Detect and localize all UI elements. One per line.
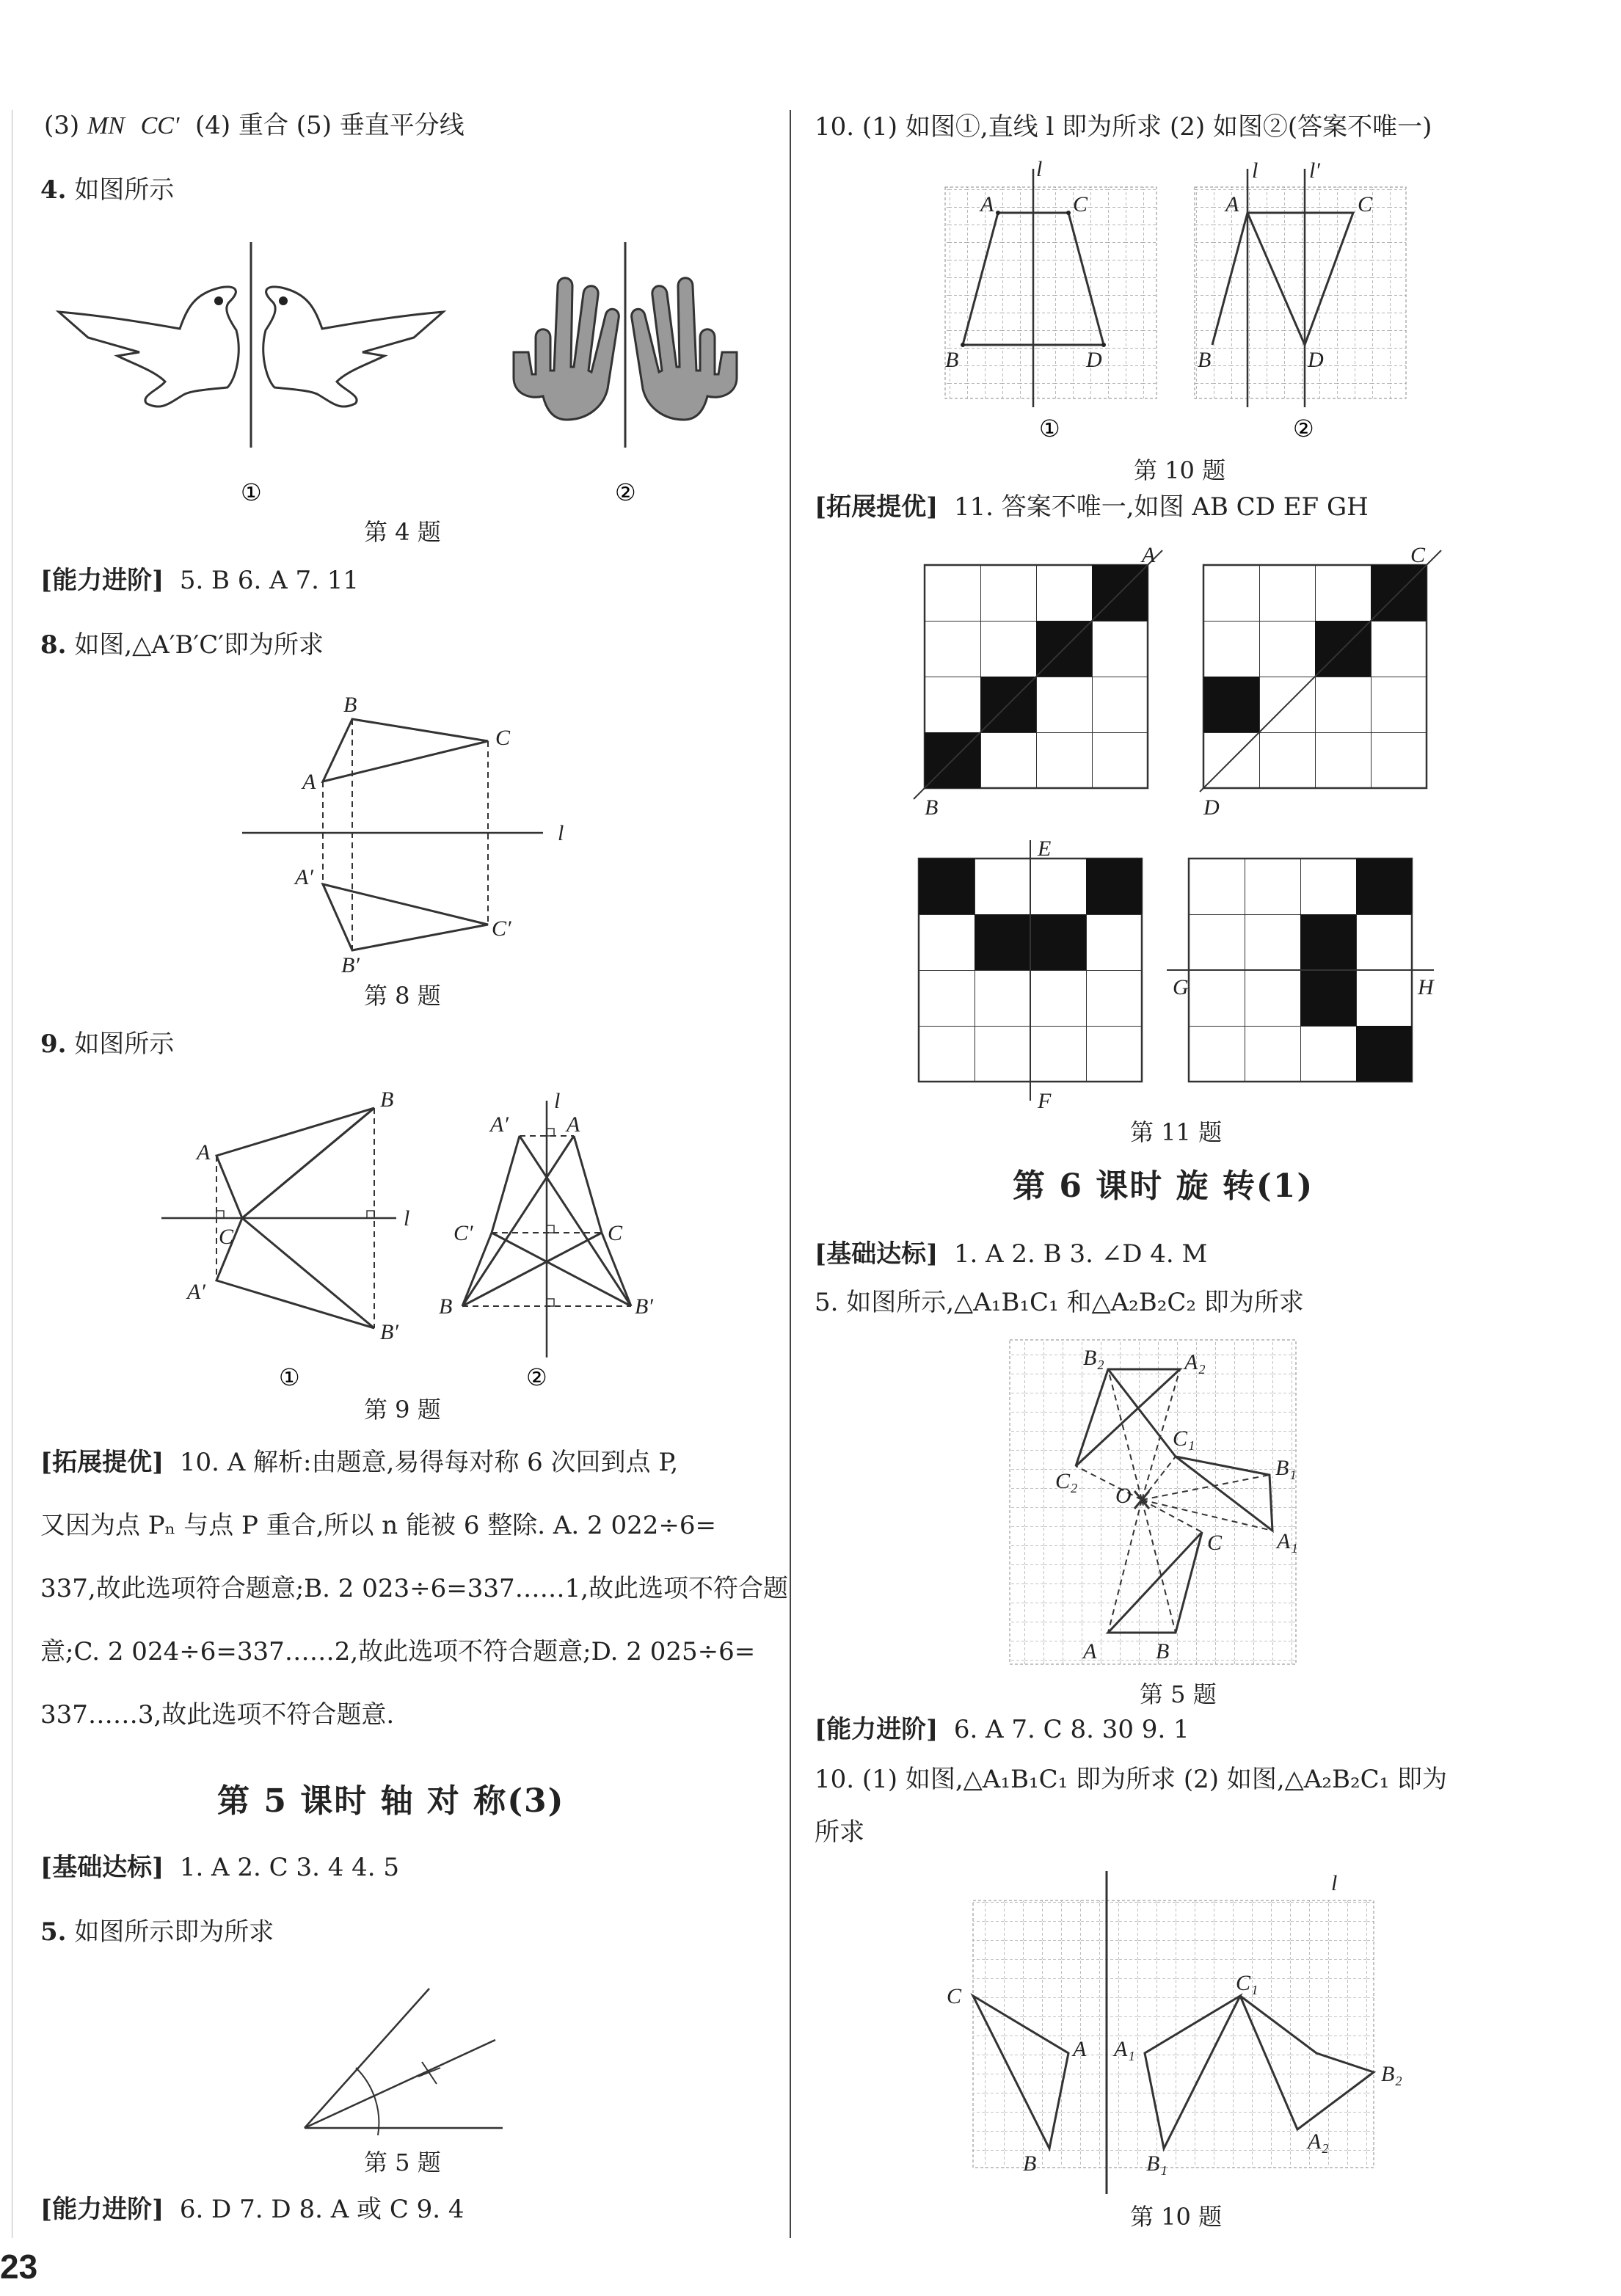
svg-text:A′: A′	[490, 1112, 509, 1137]
svg-text:A: A	[1225, 192, 1239, 216]
svg-text:A: A	[197, 1140, 211, 1165]
q9-figure	[147, 1086, 704, 1394]
q5-left-figure	[297, 1981, 517, 2157]
q4-line: 4. 如图所示	[40, 175, 175, 205]
q4-circ-1: ①	[241, 478, 262, 506]
svg-text:C₁: C₁	[1173, 1426, 1195, 1451]
svg-text:C: C	[1073, 192, 1088, 216]
q10-line: 10. (1) 如图①,直线 l 即为所求 (2) 如图②(答案不唯一)	[815, 112, 1432, 142]
page-number: 23	[0, 2248, 38, 2286]
svg-text:C′: C′	[492, 916, 511, 941]
svg-text:C₁: C₁	[1236, 1971, 1258, 1995]
q10-caption: 第 10 题	[1134, 456, 1226, 484]
q4-caption: 第 4 题	[364, 518, 441, 546]
svg-text:C: C	[1358, 192, 1373, 216]
q10b-figure	[947, 1864, 1402, 2201]
svg-text:C₂: C₂	[1055, 1469, 1078, 1493]
svg-text:B: B	[1198, 348, 1212, 372]
svg-text:B: B	[439, 1294, 453, 1319]
svg-text:A: A	[302, 770, 316, 794]
svg-text:A: A	[1073, 2037, 1087, 2061]
svg-text:F: F	[1038, 1089, 1052, 1113]
svg-text:B₂: B₂	[1381, 2062, 1402, 2086]
q8-line: 8. 如图,△A′B′C′即为所求	[40, 630, 324, 660]
q5-left-caption: 第 5 题	[364, 2149, 441, 2176]
q5-right-line: 5. 如图所示,△A₁B₁C₁ 和△A₂B₂C₂ 即为所求	[815, 1288, 1304, 1317]
column-divider	[790, 110, 791, 2238]
svg-text:C′: C′	[453, 1221, 473, 1245]
svg-text:C: C	[495, 726, 511, 750]
ability-row-right: [能力进阶] 6. A 7. C 8. 30 9. 1	[815, 1715, 1190, 1744]
svg-text:B′: B′	[635, 1294, 653, 1319]
svg-text:①: ①	[279, 1363, 300, 1391]
lesson5-title: 第 5 课时 轴 对 称(3)	[217, 1782, 565, 1820]
svg-text:A′: A′	[295, 865, 313, 889]
q8-caption: 第 8 题	[364, 982, 441, 1010]
svg-text:B: B	[1156, 1639, 1170, 1663]
q10-figure	[932, 154, 1446, 462]
svg-text:B: B	[1023, 2151, 1037, 2176]
svg-text:B₁: B₁	[1275, 1456, 1297, 1480]
q8-figure	[235, 690, 616, 983]
svg-text:l: l	[1036, 157, 1043, 181]
hand-left	[514, 278, 619, 420]
q5-right-figure	[1005, 1335, 1314, 1673]
dove-left	[59, 287, 238, 407]
svg-text:②: ②	[1293, 415, 1314, 442]
svg-text:A′: A′	[187, 1280, 205, 1304]
q10b-line1: 10. (1) 如图,△A₁B₁C₁ 即为所求 (2) 如图,△A₂B₂C₁ 即为	[815, 1765, 1448, 1794]
ext11-line: [拓展提优] 11. 答案不唯一,如图 AB CD EF GH	[815, 492, 1369, 522]
svg-text:A₁: A₁	[1277, 1529, 1298, 1553]
svg-text:G: G	[1173, 975, 1189, 999]
svg-text:A₂: A₂	[1308, 2129, 1329, 2154]
q11-caption: 第 11 题	[1130, 1118, 1223, 1146]
q11-figure	[895, 543, 1468, 1115]
q10b-line2: 所求	[815, 1818, 864, 1847]
svg-text:B: B	[380, 1087, 394, 1112]
ability-row-1: [能力进阶] 5. B 6. A 7. 11	[40, 566, 359, 595]
svg-text:B: B	[945, 348, 959, 372]
svg-text:B: B	[925, 795, 939, 820]
svg-text:A: A	[1142, 543, 1156, 567]
svg-text:l: l	[1252, 158, 1258, 183]
q10b-caption: 第 10 题	[1130, 2203, 1223, 2231]
svg-text:B: B	[343, 693, 357, 717]
q4-figure	[44, 235, 778, 514]
svg-text:②: ②	[526, 1363, 547, 1391]
q9-line: 9. 如图所示	[40, 1029, 175, 1059]
svg-text:A: A	[980, 192, 994, 216]
svg-text:D: D	[1308, 348, 1324, 372]
svg-text:D: D	[1203, 795, 1220, 820]
svg-text:B′: B′	[341, 953, 360, 977]
svg-text:l: l	[554, 1089, 561, 1113]
ability-row-2: [能力进阶] 6. D 7. D 8. A 或 C 9. 4	[40, 2195, 465, 2224]
svg-text:B₂: B₂	[1083, 1346, 1104, 1370]
svg-text:B′: B′	[380, 1320, 398, 1344]
svg-text:C: C	[947, 1984, 962, 2008]
svg-text:l: l	[558, 821, 564, 845]
svg-text:A₁: A₁	[1114, 2037, 1135, 2061]
svg-text:①: ①	[1039, 415, 1060, 442]
svg-text:D: D	[1086, 348, 1102, 372]
svg-text:l: l	[404, 1206, 410, 1231]
lesson6-title: 第 6 课时 旋 转(1)	[1013, 1167, 1314, 1205]
svg-text:C: C	[219, 1225, 234, 1249]
q5-left-line: 5. 如图所示即为所求	[40, 1917, 274, 1947]
dove-right	[263, 287, 443, 407]
q9-caption: 第 9 题	[364, 1396, 441, 1424]
hand-right	[632, 278, 737, 420]
svg-text:H: H	[1418, 975, 1434, 999]
q4-circ-2: ②	[615, 478, 636, 506]
q5-right-caption: 第 5 题	[1140, 1680, 1217, 1708]
ext-paragraph: [拓展提优] 10. A 解析:由题意,易得每对称 6 次回到点 P, 又因为点 Pₙ 与点 P 重合,所以 n 能被 6 整除. A. 2 022÷6= 337,故此选项符合题意;B. 2 023÷6=337……1,故此选项不符合题 意;C. 2 024÷6=337……2,故此选项不符合题意;D. 2 025÷6= 337……3,故此选项不符合题意.	[40, 1448, 789, 1730]
basic-row-left: [基础达标] 1. A 2. C 3. 4 4. 5	[40, 1853, 400, 1882]
basic-row-right: [基础达标] 1. A 2. B 3. ∠D 4. M	[815, 1239, 1208, 1269]
svg-text:E: E	[1038, 837, 1052, 861]
svg-text:l′: l′	[1309, 158, 1320, 183]
svg-text:C: C	[608, 1221, 623, 1245]
svg-text:A₂: A₂	[1184, 1350, 1206, 1374]
svg-text:A: A	[567, 1112, 580, 1137]
svg-text:C: C	[1207, 1531, 1223, 1555]
svg-text:B₁: B₁	[1146, 2151, 1168, 2176]
svg-text:O: O	[1115, 1484, 1132, 1508]
svg-text:A: A	[1083, 1639, 1097, 1663]
svg-text:l: l	[1331, 1871, 1338, 1895]
answer-line-3: (3) MN CC′ (4) 重合 (5) 垂直平分线	[44, 111, 465, 140]
svg-text:C: C	[1410, 543, 1426, 567]
